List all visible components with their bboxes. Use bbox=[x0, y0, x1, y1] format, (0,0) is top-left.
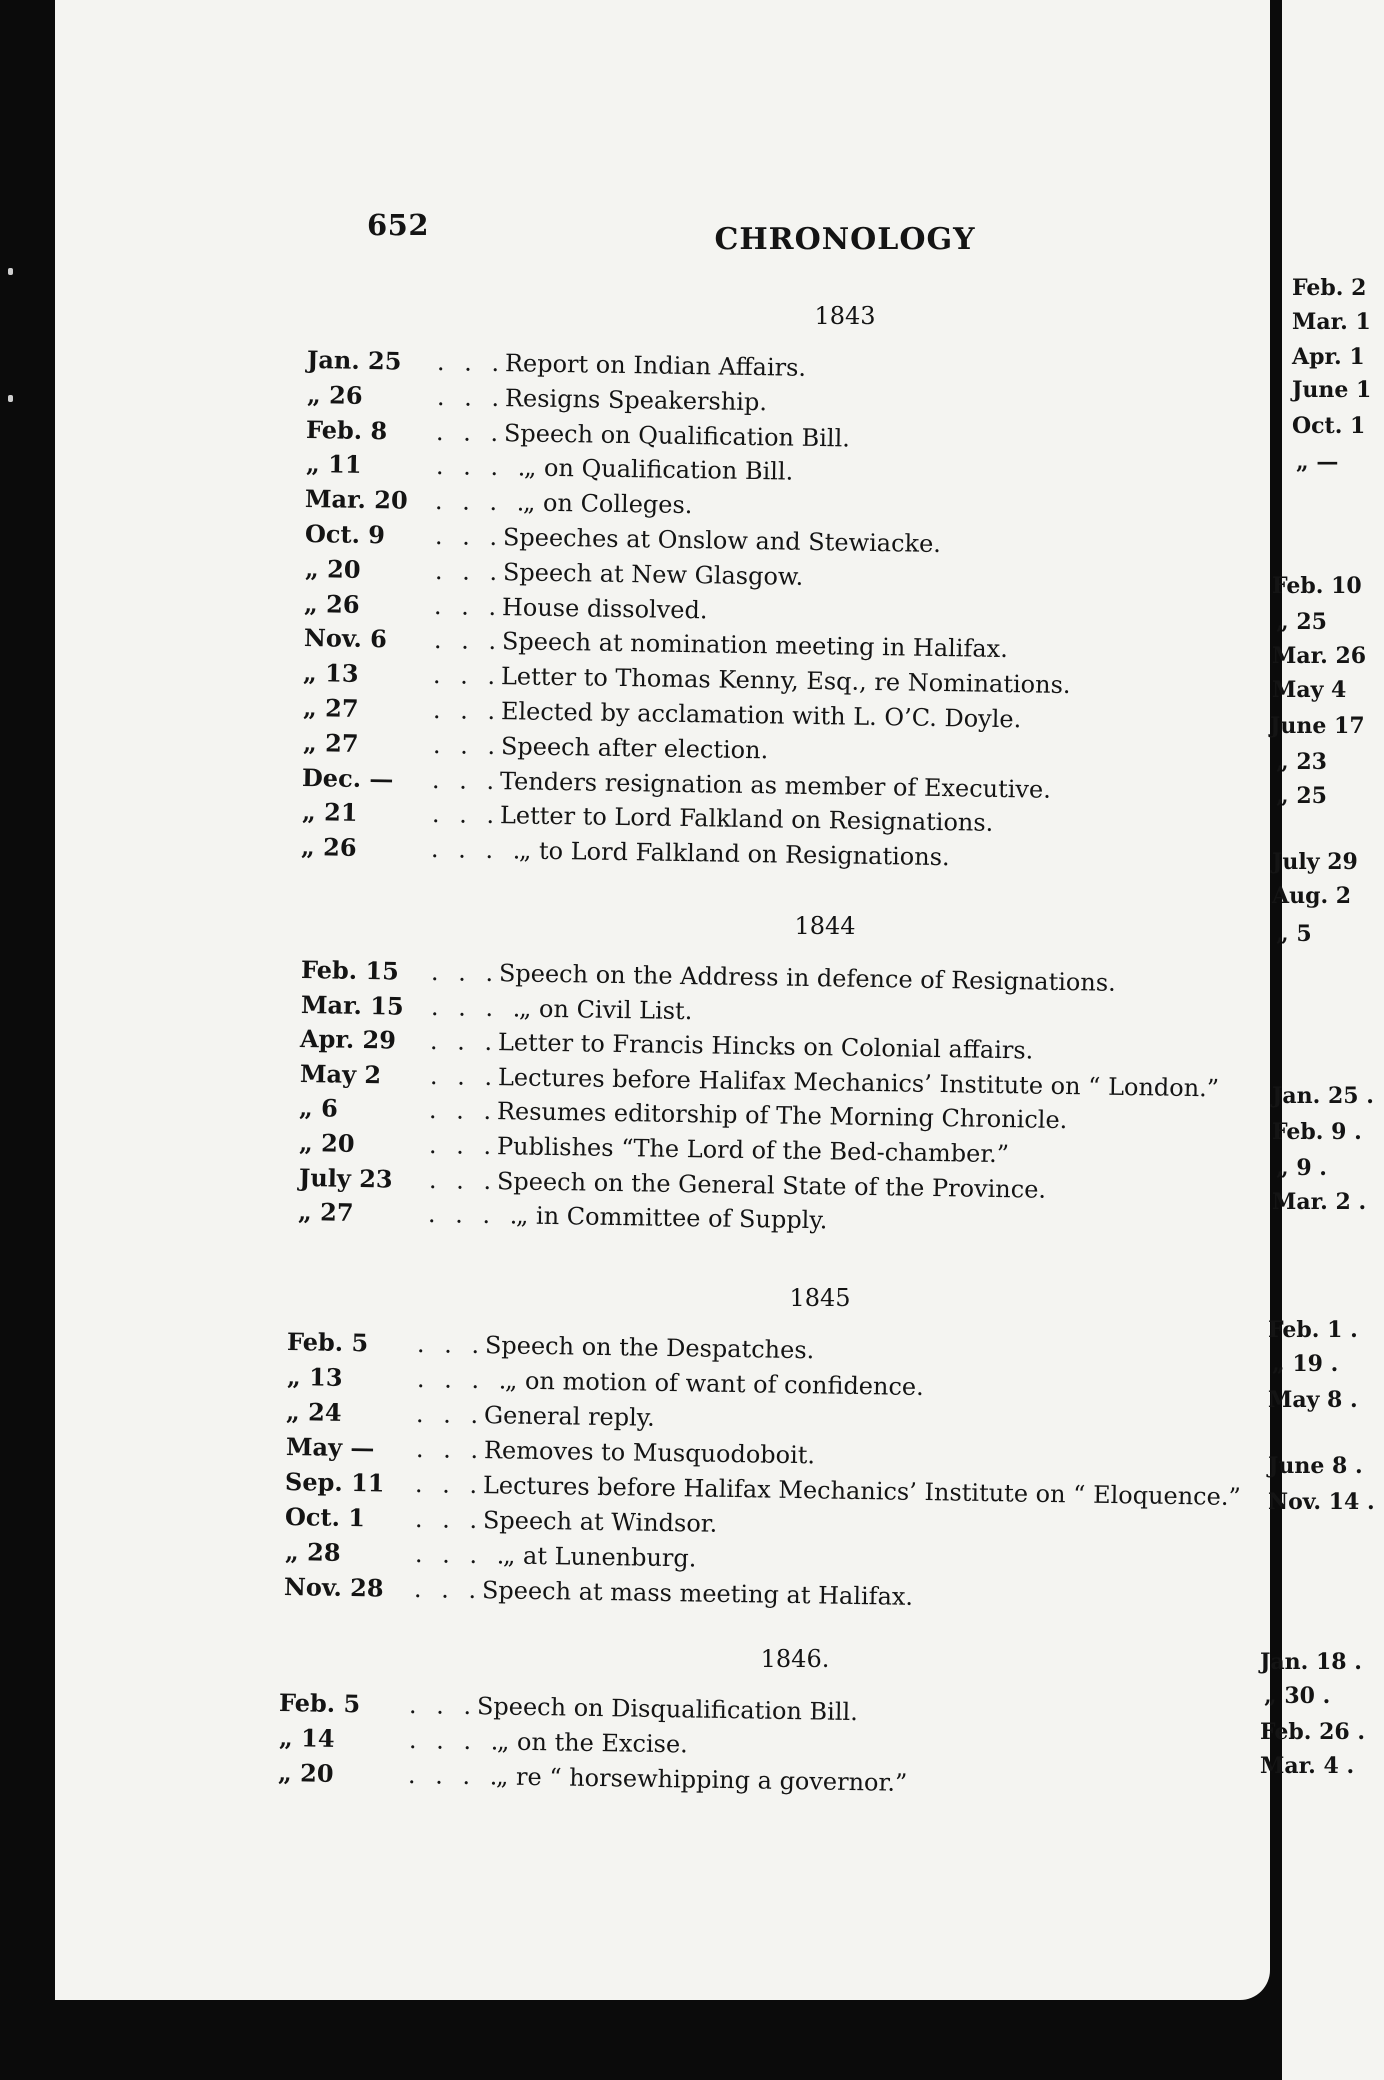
scan-speck bbox=[8, 395, 13, 402]
next-page-entry-date: June 1 bbox=[1292, 377, 1372, 403]
chronology-entry bbox=[305, 412, 851, 453]
chronology-entry bbox=[299, 1090, 1068, 1135]
next-page-entry-date: Oct. 1 bbox=[1292, 413, 1366, 439]
entry-date: „ 11 bbox=[305, 449, 362, 479]
dot-leader: . . . bbox=[429, 1027, 499, 1057]
entry-date: Feb. 5 bbox=[278, 1688, 361, 1719]
entry-date: „ 6 bbox=[299, 1093, 339, 1123]
entry-description: Resumes editorship of The Morning Chronicle. bbox=[497, 1097, 1068, 1135]
next-page-entry-date: Jan. 18 . bbox=[1260, 1649, 1362, 1675]
entry-description: Lectures before Halifax Mechanics’ Institute on “ London.” bbox=[497, 1063, 1220, 1103]
dot-leader: . . . bbox=[434, 522, 504, 552]
entry-description: Speech at mass meeting at Halifax. bbox=[481, 1576, 914, 1611]
entry-description: Speech on Qualification Bill. bbox=[503, 419, 851, 453]
chronology-entry bbox=[285, 1429, 816, 1470]
dot-leader: . . . . bbox=[427, 1200, 524, 1230]
next-page-fragment bbox=[1260, 0, 1384, 2080]
dot-leader: . . . bbox=[429, 1096, 498, 1126]
running-title: CHRONOLOGY bbox=[714, 222, 976, 257]
entry-date: „ 27 bbox=[302, 693, 359, 723]
next-page-entry-date: Feb. 26 . bbox=[1260, 1719, 1366, 1745]
entry-date: „ 28 bbox=[284, 1537, 341, 1567]
next-page-entry-date: June 17 bbox=[1270, 713, 1365, 739]
next-page-entry-date: Mar. 26 bbox=[1272, 643, 1367, 669]
entry-description: Letter to Lord Falkland on Resignations. bbox=[499, 801, 994, 837]
entry-description: „ on Colleges. bbox=[523, 488, 694, 520]
entry-date: Sep. 11 bbox=[285, 1467, 386, 1498]
entry-description: Resigns Speakership. bbox=[504, 384, 767, 417]
next-page-entry-date: „ 5 bbox=[1276, 921, 1312, 947]
entry-date: Feb. 15 bbox=[300, 955, 400, 986]
chronology-entry bbox=[277, 1755, 908, 1797]
next-page-entry-date: June 8 . bbox=[1268, 1453, 1363, 1479]
entry-date: July 23 bbox=[298, 1163, 393, 1194]
dot-leader: . . . . bbox=[435, 487, 531, 517]
entry-description: Speech at Windsor. bbox=[482, 1506, 718, 1538]
dot-leader: . . . . bbox=[414, 1540, 511, 1570]
entry-date: „ 26 bbox=[306, 380, 363, 410]
next-page-entry-date: Feb. 10 bbox=[1272, 573, 1362, 599]
chronology-entry bbox=[303, 655, 1072, 700]
entry-date: Mar. 15 bbox=[300, 990, 404, 1021]
dot-leader: . . . bbox=[435, 418, 505, 448]
entry-date: May 2 bbox=[299, 1059, 382, 1090]
chronology-entry bbox=[305, 481, 694, 520]
dot-leader: . . . bbox=[436, 348, 506, 378]
dot-leader: . . . bbox=[434, 557, 503, 587]
chronology-entry bbox=[301, 794, 994, 837]
entry-date: „ 20 bbox=[304, 554, 361, 584]
entry-description: General reply. bbox=[483, 1401, 656, 1432]
chronology-entry bbox=[285, 1464, 1242, 1512]
dot-leader: . . . bbox=[428, 1166, 497, 1196]
entry-description: Speech on the General State of the Province. bbox=[496, 1167, 1046, 1204]
entry-description: „ at Lunenburg. bbox=[502, 1541, 697, 1573]
entry-date: Oct. 9 bbox=[304, 519, 386, 550]
entry-description: Elected by acclamation with L. O’C. Doyle. bbox=[500, 697, 1022, 734]
dot-leader: . . . bbox=[415, 1400, 485, 1430]
next-page-entry-date: Feb. 9 . bbox=[1272, 1119, 1362, 1145]
chronology-entry bbox=[306, 342, 807, 382]
dot-leader: . . . bbox=[414, 1505, 484, 1535]
chronology-entry bbox=[306, 377, 767, 417]
next-page-entry-date: Mar. 1 bbox=[1292, 309, 1371, 335]
entry-date: „ 20 bbox=[277, 1758, 334, 1788]
chronology-entry bbox=[299, 1021, 1034, 1065]
entry-date: „ 13 bbox=[303, 658, 360, 688]
entry-description: Speeches at Onslow and Stewiacke. bbox=[502, 523, 942, 558]
entry-description: Report on Indian Affairs. bbox=[504, 349, 807, 382]
entry-description: „ on Civil List. bbox=[518, 994, 693, 1026]
entry-date: „ 27 bbox=[297, 1197, 354, 1227]
entry-description: Publishes “The Lord of the Bed-chamber.” bbox=[496, 1132, 1010, 1169]
entry-description: House dissolved. bbox=[501, 593, 708, 625]
dot-leader: . . . bbox=[413, 1575, 483, 1605]
next-page-entry-date: Mar. 4 . bbox=[1260, 1753, 1355, 1779]
entry-description: Removes to Musquodoboit. bbox=[483, 1436, 816, 1470]
dot-leader: . . . . bbox=[408, 1726, 505, 1756]
dot-leader: . . . bbox=[415, 1435, 485, 1465]
chronology-entry bbox=[284, 1534, 697, 1573]
entry-description: Speech after election. bbox=[500, 732, 769, 765]
entry-description: „ re “ horsewhipping a governor.” bbox=[495, 1762, 908, 1797]
dot-leader: . . . bbox=[428, 1131, 498, 1161]
section-year: 1846. bbox=[760, 1645, 830, 1673]
entry-date: Mar. 20 bbox=[305, 484, 409, 515]
entry-date: „ 26 bbox=[303, 589, 360, 619]
entry-date: Feb. 8 bbox=[305, 415, 388, 446]
chronology-entry bbox=[304, 516, 942, 558]
entry-date: May — bbox=[285, 1432, 375, 1463]
entry-description: „ in Committee of Supply. bbox=[515, 1201, 828, 1235]
dot-leader: . . . bbox=[432, 696, 502, 726]
page-number: 652 bbox=[367, 208, 430, 242]
chronology-entry bbox=[304, 551, 804, 591]
entry-date: „ 27 bbox=[302, 728, 359, 758]
dot-leader: . . . bbox=[433, 661, 502, 691]
entry-description: Lectures before Halifax Mechanics’ Institute on “ Eloquence.” bbox=[483, 1471, 1242, 1512]
chronology-entry bbox=[283, 1569, 914, 1611]
chronology-entry bbox=[301, 829, 951, 872]
dot-leader: . . . bbox=[408, 1691, 478, 1721]
dot-leader: . . . bbox=[416, 1330, 486, 1360]
chronology-entry bbox=[303, 620, 1008, 664]
dot-leader: . . . bbox=[436, 383, 505, 413]
entry-date: Nov. 6 bbox=[303, 623, 387, 654]
next-page-entry-date: Feb. 2 bbox=[1292, 275, 1367, 301]
entry-date: Nov. 28 bbox=[283, 1572, 385, 1603]
entry-description: Speech at New Glasgow. bbox=[502, 558, 804, 591]
chronology-entry bbox=[302, 690, 1022, 734]
entry-description: „ to Lord Falkland on Resignations. bbox=[519, 836, 951, 872]
entry-date: „ 20 bbox=[298, 1128, 355, 1158]
next-page-entry-date: May 8 . bbox=[1268, 1387, 1358, 1413]
next-page-entry-date: Apr. 1 bbox=[1292, 344, 1365, 370]
dot-leader: . . . . bbox=[435, 452, 532, 482]
chronology-entry bbox=[286, 1324, 815, 1365]
chronology-entry bbox=[302, 725, 769, 765]
next-page-entry-date: Nov. 14 . bbox=[1268, 1489, 1375, 1515]
entry-date: Jan. 25 bbox=[306, 345, 402, 376]
entry-date: Feb. 5 bbox=[286, 1327, 369, 1358]
entry-date: Oct. 1 bbox=[284, 1502, 366, 1533]
chronology-entry bbox=[286, 1359, 924, 1402]
dot-leader: . . . . bbox=[416, 1365, 513, 1395]
dot-leader: . . . . bbox=[431, 835, 527, 865]
dot-leader: . . . bbox=[432, 731, 501, 761]
entry-description: Speech on the Despatches. bbox=[484, 1331, 815, 1365]
entry-description: „ on motion of want of confidence. bbox=[504, 1366, 924, 1402]
next-page-entry-date: „ 30 . bbox=[1264, 1683, 1331, 1709]
chronology-entry bbox=[305, 446, 794, 486]
book-page bbox=[55, 0, 1270, 2000]
chronology-entry bbox=[297, 1194, 828, 1235]
entry-date: „ 14 bbox=[278, 1723, 335, 1753]
next-page-entry-date: „ 9 . bbox=[1276, 1155, 1327, 1181]
next-page-entry-date: Mar. 2 . bbox=[1272, 1189, 1367, 1215]
chronology-entry bbox=[284, 1499, 718, 1538]
next-page-entry-date: Aug. 2 bbox=[1272, 883, 1352, 909]
entry-date: Apr. 29 bbox=[299, 1024, 397, 1055]
chronology-entry bbox=[298, 1160, 1046, 1204]
chronology-entry bbox=[278, 1685, 859, 1727]
entry-description: Speech on the Address in defence of Resignations. bbox=[498, 959, 1116, 997]
chronology-entry bbox=[300, 952, 1116, 997]
dot-leader: . . . bbox=[429, 1062, 499, 1092]
entry-date: „ 26 bbox=[301, 832, 358, 862]
entry-description: Tenders resignation as member of Executive. bbox=[499, 767, 1052, 804]
entry-description: Letter to Thomas Kenny, Esq., re Nominations. bbox=[501, 662, 1072, 700]
entry-date: „ 13 bbox=[286, 1362, 343, 1392]
entry-description: Letter to Francis Hincks on Colonial affairs. bbox=[497, 1028, 1034, 1065]
section-year: 1845 bbox=[789, 1284, 851, 1312]
chronology-entry bbox=[301, 760, 1052, 804]
dot-leader: . . . bbox=[433, 626, 503, 656]
chronology-entry bbox=[278, 1720, 688, 1759]
entry-date: Dec. — bbox=[301, 763, 394, 794]
dot-leader: . . . bbox=[415, 1470, 484, 1500]
chronology-entry bbox=[298, 1125, 1010, 1169]
next-page-entry-date: „ 19 . bbox=[1272, 1351, 1339, 1377]
section-year: 1843 bbox=[814, 302, 876, 330]
entry-date: „ 21 bbox=[301, 797, 358, 827]
next-page-entry-date: May 4 bbox=[1272, 677, 1347, 703]
entry-description: „ on the Excise. bbox=[496, 1727, 688, 1759]
next-page-entry-date: July 29 bbox=[1272, 849, 1358, 875]
scan-speck bbox=[8, 268, 13, 275]
dot-leader: . . . bbox=[430, 958, 500, 988]
chronology-entry bbox=[285, 1394, 656, 1432]
entry-description: Speech at nomination meeting in Halifax. bbox=[501, 627, 1008, 664]
entry-description: „ on Qualification Bill. bbox=[523, 453, 794, 486]
chronology-entry bbox=[300, 987, 693, 1026]
dot-leader: . . . bbox=[433, 592, 503, 622]
chronology-entry bbox=[303, 586, 708, 625]
dot-leader: . . . bbox=[431, 800, 501, 830]
entry-date: „ 24 bbox=[285, 1397, 342, 1427]
next-page-entry-date: Jan. 25 . bbox=[1272, 1083, 1374, 1109]
next-page-entry-date: „ — bbox=[1296, 449, 1339, 475]
next-page-entry-date: „ 25 bbox=[1276, 609, 1327, 635]
next-page-entry-date: „ 25 bbox=[1276, 783, 1327, 809]
entry-description: Speech on Disqualification Bill. bbox=[476, 1692, 859, 1727]
next-page-entry-date: Feb. 1 . bbox=[1268, 1317, 1358, 1343]
dot-leader: . . . bbox=[431, 766, 501, 796]
dot-leader: . . . . bbox=[430, 993, 527, 1023]
section-year: 1844 bbox=[794, 912, 856, 940]
chronology-entry bbox=[299, 1056, 1220, 1103]
dot-leader: . . . . bbox=[407, 1761, 504, 1791]
next-page-entry-date: „ 23 bbox=[1276, 749, 1327, 775]
